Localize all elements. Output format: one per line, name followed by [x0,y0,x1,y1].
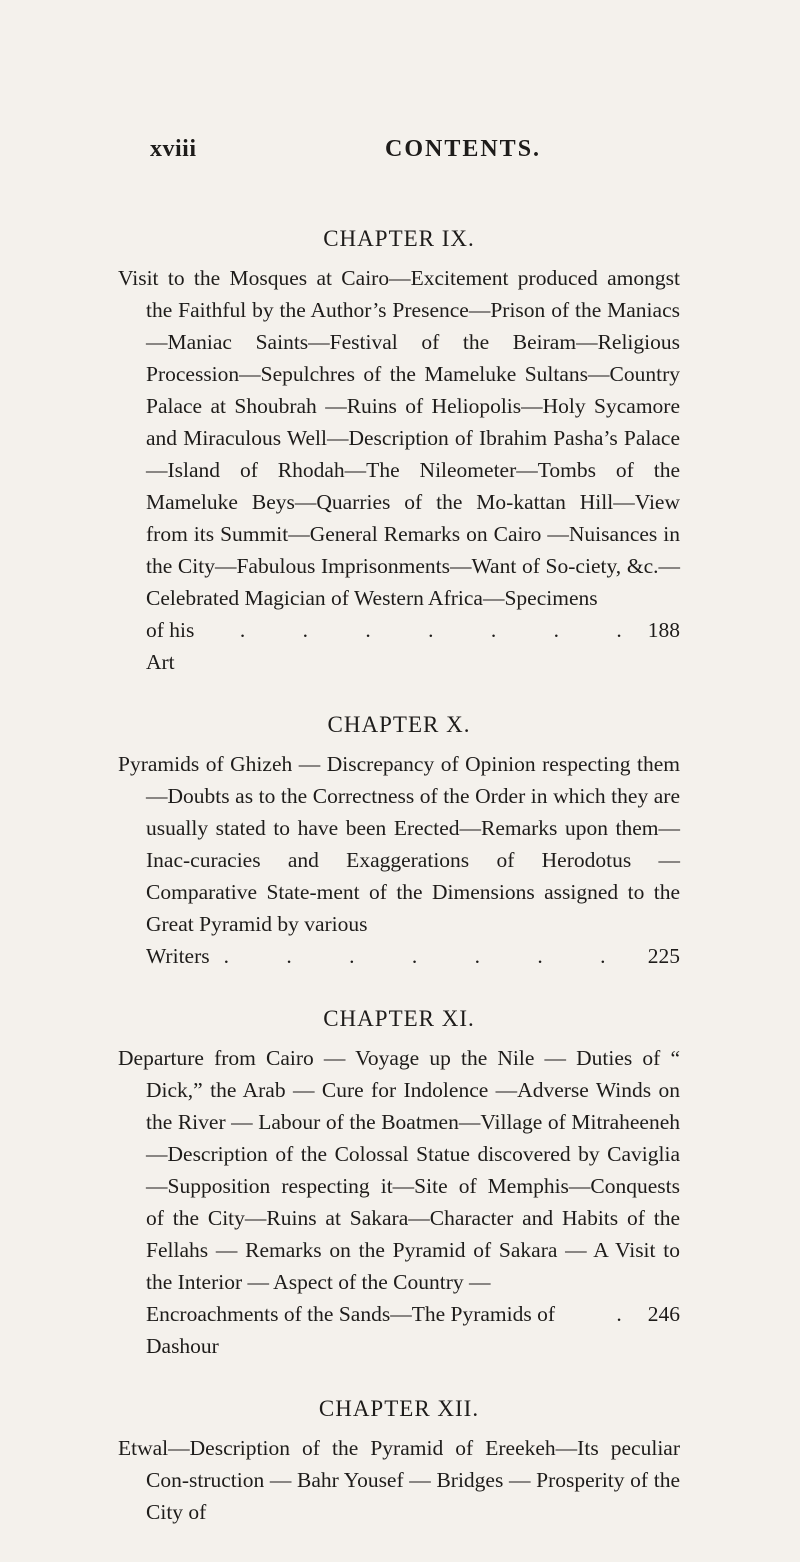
chapter-xi [118,1006,680,1362]
chapter-xii [118,1396,680,1528]
dot-leaders: . [616,1302,648,1326]
chapter-heading: CHAPTER X. [327,712,471,737]
chapter-summary: Pyramids of Ghizeh — Discrepancy of Opinion respecting them—Doubts as to the Correctness of the Order in which they are usually stated to have been Erected—Remarks upon them—Inac-curacies and Exaggerations of Herodotus — Comparative State-ment of the Dimensions assigned to the Great Pyramid by various [118,752,680,936]
page-number: xviii [150,136,197,162]
summary-tail-text: Writers [146,944,210,968]
chapter-ix [118,226,680,678]
chapter-summary: Visit to the Mosques at Cairo—Excitement produced amongst the Faithful by the Author’s Presence—Prison of the Maniacs—Maniac Saints—Festival of the Beiram—Religious Procession—Sepulchres of the Mameluke Sultans—Country Palace at Shoubrah —Ruins of Heliopolis—Holy Sycamore and Miraculous Well—Description of Ibrahim Pasha’s Palace—Island of Rhodah—The Nileometer—Tombs of the Mameluke Beys—Quarries of the Mo-kattan Hill—View from its Summit—General Remarks on Cairo —Nuisances in the City—Fabulous Imprisonments—Want of So-ciety, &c.—Celebrated Magician of Western Africa—Specimens [118,266,680,610]
chapter-summary: Etwal—Description of the Pyramid of Ereekeh—Its peculiar Con-struction — Bahr Yousef — Bridges — Prosperity of the City of [118,1436,680,1524]
summary-tail-text: Encroachments of the Sands—The Pyramids of Dashour [146,1302,556,1358]
chapter-x [118,712,680,972]
contents-list [118,226,680,1562]
chapter-heading: CHAPTER IX. [323,226,475,251]
page-reference: 246 [647,1302,680,1326]
dot-leaders: . . . . . . . [239,618,648,642]
page-reference: 188 [647,618,680,642]
summary-tail [118,1298,680,1362]
summary-tail [118,614,680,678]
dot-leaders: . . . . . . . [223,944,632,968]
chapter-summary: Departure from Cairo — Voyage up the Nile — Duties of “ Dick,” the Arab — Cure for Indolence —Adverse Winds on the River — Labour of the Boatmen—Village of Mitraheeneh—Description of the Colossal Statue discovered by Caviglia—Supposition respecting it—Site of Memphis—Conquests of the City—Ruins at Sakara—Character and Habits of the Fellahs — Remarks on the Pyramid of Sakara — A Visit to the Interior — Aspect of the Country — [118,1046,680,1294]
summary-tail-text: of his Art [146,618,195,674]
running-title: CONTENTS. [385,136,542,162]
chapter-heading: CHAPTER XII. [318,1396,480,1421]
chapter-heading: CHAPTER XI. [323,1006,475,1031]
page-reference: 225 [647,944,680,968]
summary-tail [118,940,680,972]
